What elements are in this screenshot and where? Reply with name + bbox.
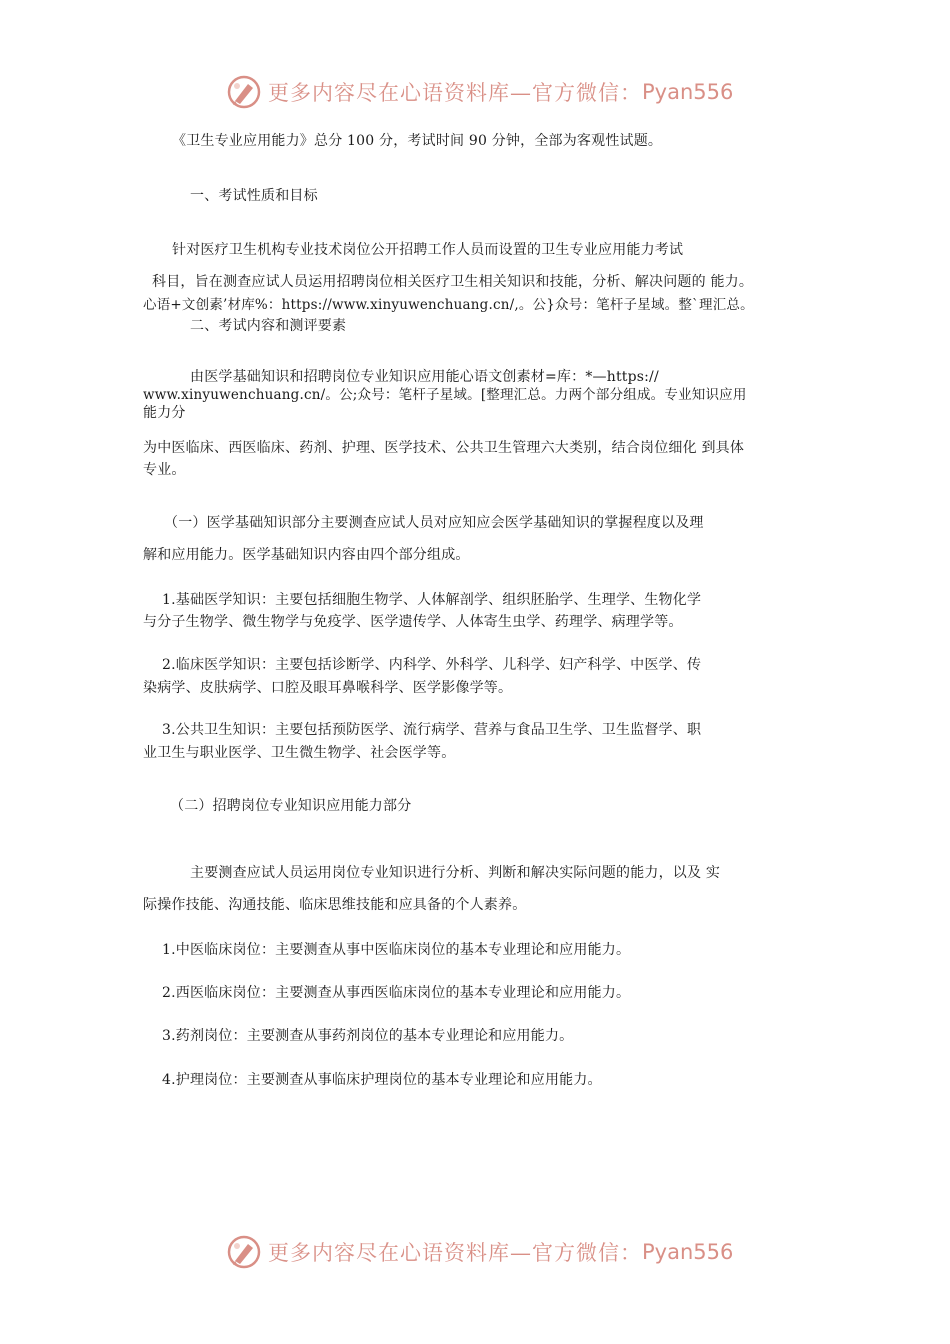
- section-heading-1: 一、考试性质和目标: [190, 188, 318, 204]
- item-2-line-1: 2.临床医学知识：主要包括诊断学、内科学、外科学、儿科学、妇产科学、中医学、传: [162, 657, 702, 673]
- pen-logo-icon: [226, 1234, 262, 1270]
- post-item-3: 3.药剂岗位：主要测查从事药剂岗位的基本专业理论和应用能力。: [162, 1028, 574, 1044]
- banner-wechat-id: Pyan556: [642, 1240, 734, 1264]
- paragraph-2-line-3: 能力分: [143, 405, 186, 421]
- post-item-2: 2.西医临床岗位：主要测查从事西医临床岗位的基本专业理论和应用能力。: [162, 985, 631, 1001]
- paragraph-1-line-1: 针对医疗卫生机构专业技术岗位公开招聘工作人员而设置的卫生专业应用能力考试: [172, 242, 684, 258]
- paragraph-4-line-1: 主要测查应试人员运用岗位专业知识进行分析、判断和解决实际问题的能力，以及 实: [190, 865, 721, 881]
- banner-wechat-id: Pyan556: [642, 80, 734, 104]
- subsection-1-line-2: 解和应用能力。医学基础知识内容由四个部分组成。: [143, 547, 470, 563]
- item-1-line-1: 1.基础医学知识：主要包括细胞生物学、人体解剖学、组织胚胎学、生理学、生物化学: [162, 592, 702, 608]
- paragraph-3-line-2: 专业。: [143, 462, 186, 478]
- item-3-line-2: 业卫生与职业医学、卫生微生物学、社会医学等。: [143, 745, 456, 761]
- paragraph-3-line-1: 为中医临床、西医临床、药剂、护理、医学技术、公共卫生管理六大类别，结合岗位细化 到具体: [143, 440, 745, 456]
- intro-line: 《卫生专业应用能力》总分 100 分，考试时间 90 分钟，全部为客观性试题。: [172, 133, 663, 149]
- paragraph-4-line-2: 际操作技能、沟通技能、临床思维技能和应具备的个人素养。: [143, 897, 527, 913]
- paragraph-1-line-2: 科目，旨在测查应试人员运用招聘岗位相关医疗卫生相关知识和技能，分析、解决问题的 能力。: [152, 274, 754, 290]
- subsection-2-heading: （二）招聘岗位专业知识应用能力部分: [170, 798, 412, 814]
- banner-text: 更多内容尽在心语资料库—官方微信：: [268, 81, 642, 105]
- item-1-line-2: 与分子生物学、微生物学与免疫学、医学遗传学、人体寄生虫学、药理学、病理学等。: [143, 614, 683, 630]
- pen-logo-icon: [226, 74, 262, 110]
- item-3-line-1: 3.公共卫生知识：主要包括预防医学、流行病学、营养与食品卫生学、卫生监督学、职: [162, 722, 702, 738]
- subsection-1-line-1: （一）医学基础知识部分主要测查应试人员对应知应会医学基础知识的掌握程度以及理: [164, 515, 704, 531]
- header-banner: [226, 72, 746, 112]
- paragraph-2-line-1: 由医学基础知识和招聘岗位专业知识应用能心语文创素材=库：*—https://: [190, 369, 659, 385]
- banner-text: 更多内容尽在心语资料库—官方微信：: [268, 1241, 642, 1265]
- item-2-line-2: 染病学、皮肤病学、口腔及眼耳鼻喉科学、医学影像学等。: [143, 680, 513, 696]
- footer-banner: [226, 1232, 746, 1272]
- paragraph-1-line-3: 心语+文创素’材库%：https://www.xinyuwenchuang.cn/,。公}众号：笔杆子星域。整`理汇总。: [143, 297, 754, 313]
- paragraph-2-line-2: www.xinyuwenchuang.cn/。公;众号：笔杆子星域。[整理汇总。力两个部分组成。专业知识应用: [143, 387, 747, 403]
- post-item-4: 4.护理岗位：主要测查从事临床护理岗位的基本专业理论和应用能力。: [162, 1072, 602, 1088]
- section-heading-2: 二、考试内容和测评要素: [190, 318, 347, 334]
- post-item-1: 1.中医临床岗位：主要测查从事中医临床岗位的基本专业理论和应用能力。: [162, 942, 631, 958]
